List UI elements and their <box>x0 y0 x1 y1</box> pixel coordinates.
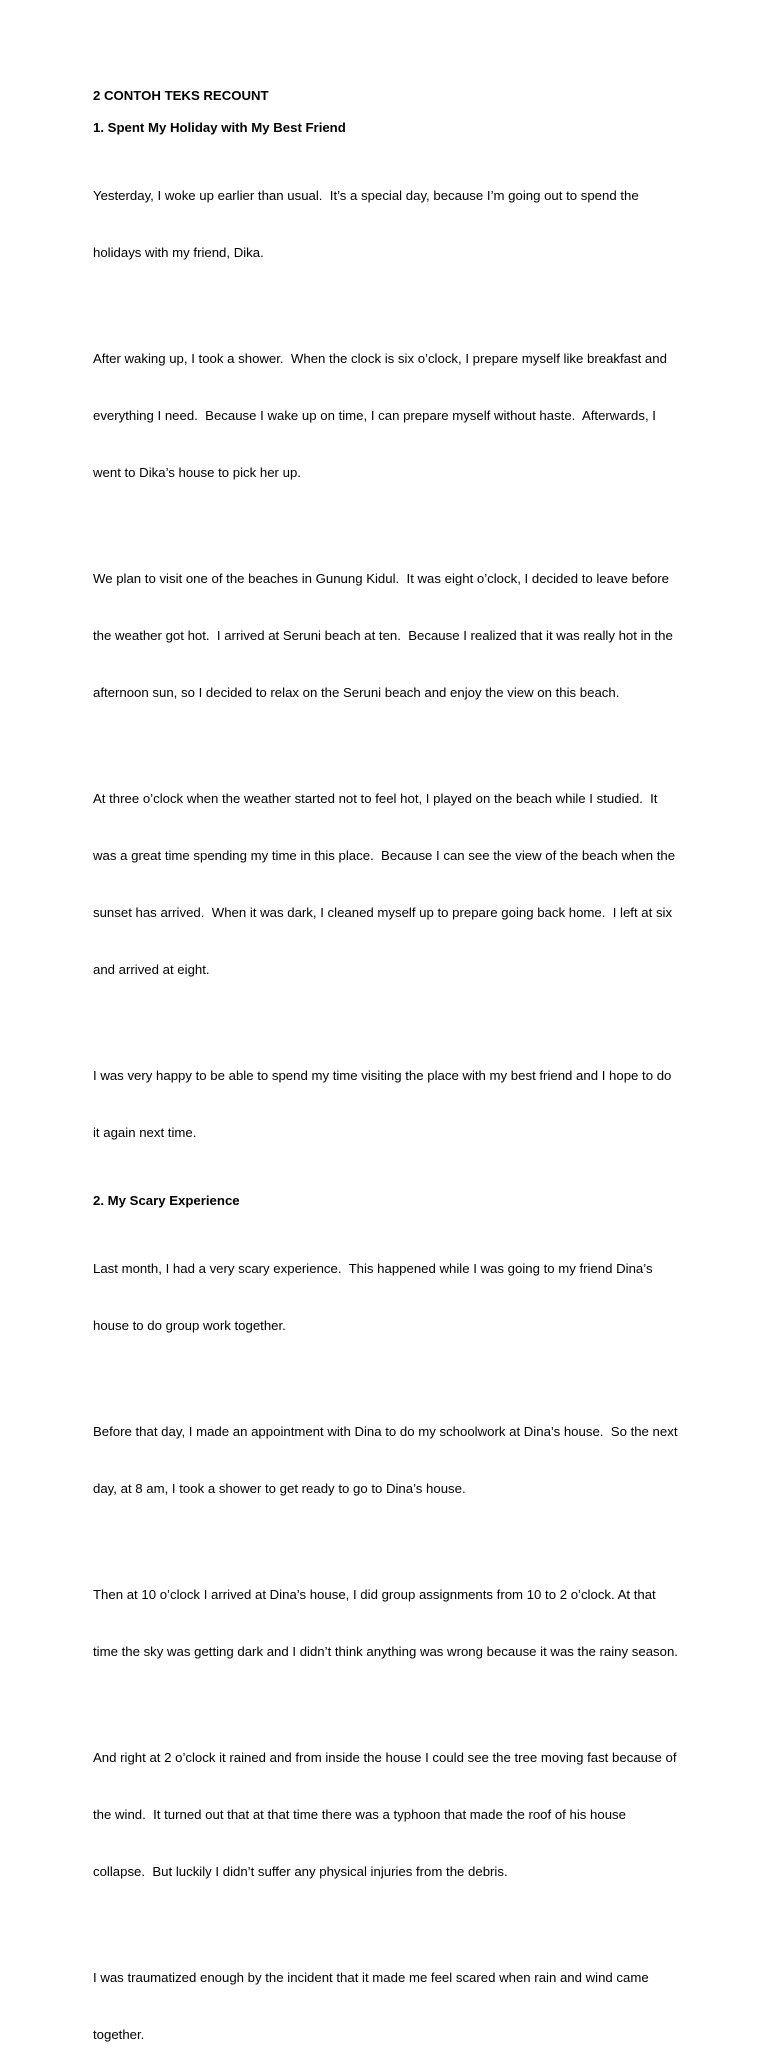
paragraph <box>93 1384 683 1536</box>
section-heading: 1. Spent My Holiday with My Best Friend <box>93 120 346 135</box>
text-line: everything I need. Because I wake up on time, I can prepare myself without haste. Afterwards, I <box>93 408 656 423</box>
paragraph <box>93 148 683 300</box>
text-line: holidays with my friend, Dika. <box>93 245 264 260</box>
text-line: And right at 2 o’clock it rained and from inside the house I could see the tree moving fast because of <box>93 1750 677 1765</box>
text-line: the wind. It turned out that at that time there was a typhoon that made the roof of his house <box>93 1807 626 1822</box>
paragraph <box>93 311 683 520</box>
section-scary-experience <box>93 1191 683 2048</box>
paragraph <box>93 751 683 1017</box>
text-line: At three o’clock when the weather started not to feel hot, I played on the beach while I studied. It <box>93 791 658 806</box>
text-line: afternoon sun, so I decided to relax on the Seruni beach and enjoy the view on this beach. <box>93 685 620 700</box>
text-line: together. <box>93 2027 145 2042</box>
text-line: Yesterday, I woke up earlier than usual. It’s a special day, because I’m going out to spend the <box>93 188 639 203</box>
paragraph <box>93 1028 683 1180</box>
paragraph <box>93 531 683 740</box>
paragraph <box>93 1930 683 2048</box>
paragraph <box>93 1710 683 1919</box>
document-title: 2 CONTOH TEKS RECOUNT <box>93 88 269 103</box>
text-line: Last month, I had a very scary experience. This happened while I was going to my friend Dina’s <box>93 1261 653 1276</box>
document-page <box>93 86 683 2048</box>
text-line: We plan to visit one of the beaches in Gunung Kidul. It was eight o’clock, I decided to leave before <box>93 571 669 586</box>
text-line: time the sky was getting dark and I didn’t think anything was wrong because it was the rainy season. <box>93 1644 678 1659</box>
text-line: I was very happy to be able to spend my time visiting the place with my best friend and I hope to do <box>93 1068 672 1083</box>
text-line: was a great time spending my time in this place. Because I can see the view of the beach when the <box>93 848 676 863</box>
paragraph <box>93 1221 683 1373</box>
text-line: Then at 10 o’clock I arrived at Dina’s house, I did group assignments from 10 to 2 o’clock. At that <box>93 1587 656 1602</box>
text-line: house to do group work together. <box>93 1318 286 1333</box>
text-line: collapse. But luckily I didn’t suffer any physical injuries from the debris. <box>93 1864 508 1879</box>
text-line: went to Dika’s house to pick her up. <box>93 465 301 480</box>
text-line: the weather got hot. I arrived at Seruni beach at ten. Because I realized that it was really hot in the <box>93 628 673 643</box>
text-line: day, at 8 am, I took a shower to get ready to go to Dina’s house. <box>93 1481 466 1496</box>
text-line: Before that day, I made an appointment with Dina to do my schoolwork at Dina’s house. So the next <box>93 1424 678 1439</box>
text-line: it again next time. <box>93 1125 197 1140</box>
section-heading: 2. My Scary Experience <box>93 1193 240 1208</box>
text-line: I was traumatized enough by the incident that it made me feel scared when rain and wind came <box>93 1970 649 1985</box>
section-holiday <box>93 118 683 1180</box>
text-line: After waking up, I took a shower. When the clock is six o’clock, I prepare myself like breakfast and <box>93 351 667 366</box>
text-line: and arrived at eight. <box>93 962 210 977</box>
paragraph <box>93 1547 683 1699</box>
text-line: sunset has arrived. When it was dark, I cleaned myself up to prepare going back home. I left at six <box>93 905 673 920</box>
